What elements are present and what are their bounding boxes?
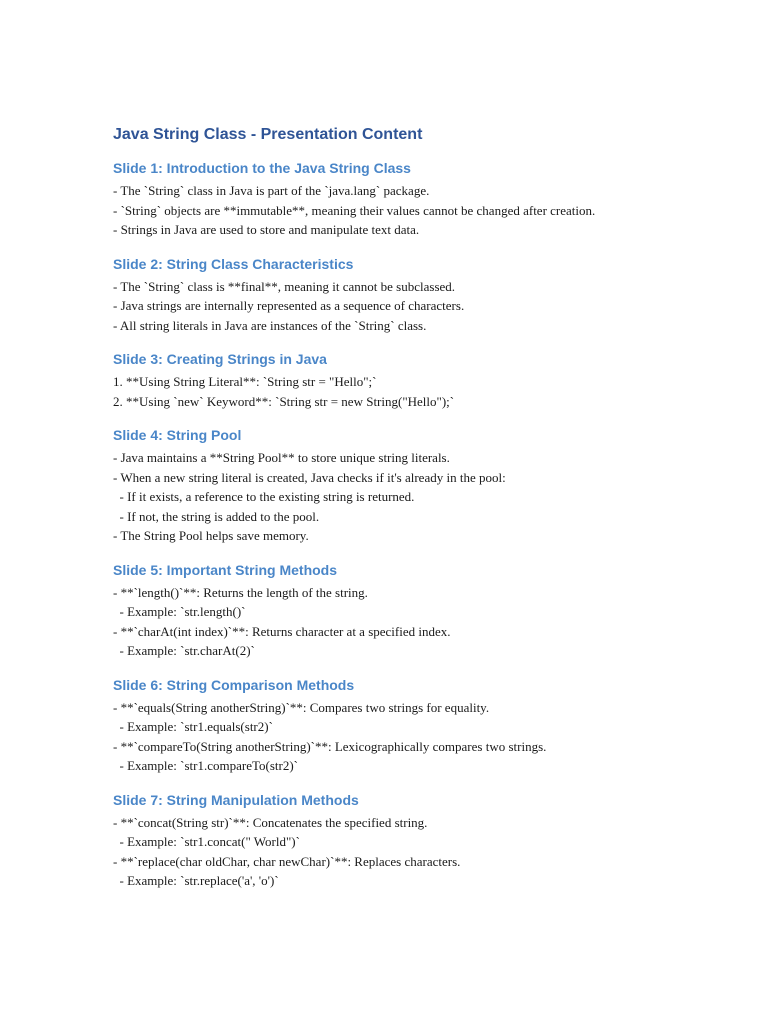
bullet-line: - Example: `str1.equals(str2)` — [113, 719, 273, 734]
bullet-line: - If it exists, a reference to the existing string is returned. — [113, 489, 415, 504]
slide-heading: Slide 6: String Comparison Methods — [113, 676, 355, 693]
slide-section — [113, 560, 713, 661]
bullet-line: - Strings in Java are used to store and manipulate text data. — [113, 222, 420, 237]
bullet-line: - **`replace(char oldChar, char newChar)`**: Replaces characters. — [113, 853, 461, 869]
bullet-line: - **`length()`**: Returns the length of the string. — [113, 584, 368, 600]
sections-container — [113, 158, 713, 891]
slide-section — [113, 425, 713, 546]
slide-section — [113, 254, 713, 336]
bullet-line: - Example: `str1.compareTo(str2)` — [113, 758, 298, 773]
slide-section — [113, 790, 713, 891]
slide-heading: Slide 2: String Class Characteristics — [113, 255, 354, 272]
slide-heading: Slide 5: Important String Methods — [113, 561, 338, 578]
slide-section — [113, 349, 713, 411]
bullet-line: - All string literals in Java are instances of the `String` class. — [113, 317, 427, 333]
bullet-line: - Example: `str.charAt(2)` — [113, 643, 255, 658]
bullet-line: - Java maintains a **String Pool** to store unique string literals. — [113, 450, 450, 465]
document-body — [113, 124, 713, 905]
document-title: Java String Class - Presentation Content — [113, 126, 423, 143]
slide-heading: Slide 3: Creating Strings in Java — [113, 351, 327, 367]
bullet-line: - If not, the string is added to the pool. — [113, 508, 320, 524]
bullet-line: 1. **Using String Literal**: `String str = "Hello";` — [113, 374, 377, 389]
bullet-line: - `String` objects are **immutable**, meaning their values cannot be changed after creation. — [113, 202, 596, 218]
bullet-line: 2. **Using `new` Keyword**: `String str = new String("Hello");` — [113, 393, 455, 409]
slide-section — [113, 158, 713, 240]
bullet-line: - **`compareTo(String anotherString)`**: Lexicographically compares two strings. — [113, 738, 547, 754]
bullet-line: - Java strings are internally represented as a sequence of characters. — [113, 298, 465, 313]
bullet-line: - The `String` class in Java is part of the `java.lang` package. — [113, 183, 430, 198]
bullet-line: - Example: `str.replace('a', 'o')` — [113, 873, 279, 888]
bullet-line: - Example: `str1.concat(" World")` — [113, 834, 300, 849]
bullet-line: - Example: `str.length()` — [113, 604, 246, 619]
bullet-line: - The `String` class is **final**, meaning it cannot be subclassed. — [113, 278, 456, 294]
bullet-line: - **`equals(String anotherString)`**: Compares two strings for equality. — [113, 699, 490, 715]
slide-heading: Slide 4: String Pool — [113, 427, 242, 443]
slide-section — [113, 675, 713, 776]
slide-heading: Slide 1: Introduction to the Java String Class — [113, 160, 411, 176]
slide-heading: Slide 7: String Manipulation Methods — [113, 791, 359, 808]
bullet-line: - **`charAt(int index)`**: Returns character at a specified index. — [113, 623, 451, 639]
bullet-line: - The String Pool helps save memory. — [113, 528, 309, 543]
bullet-line: - When a new string literal is created, Java checks if it's already in the pool: — [113, 469, 506, 485]
bullet-line: - **`concat(String str)`**: Concatenates the specified string. — [113, 814, 428, 830]
